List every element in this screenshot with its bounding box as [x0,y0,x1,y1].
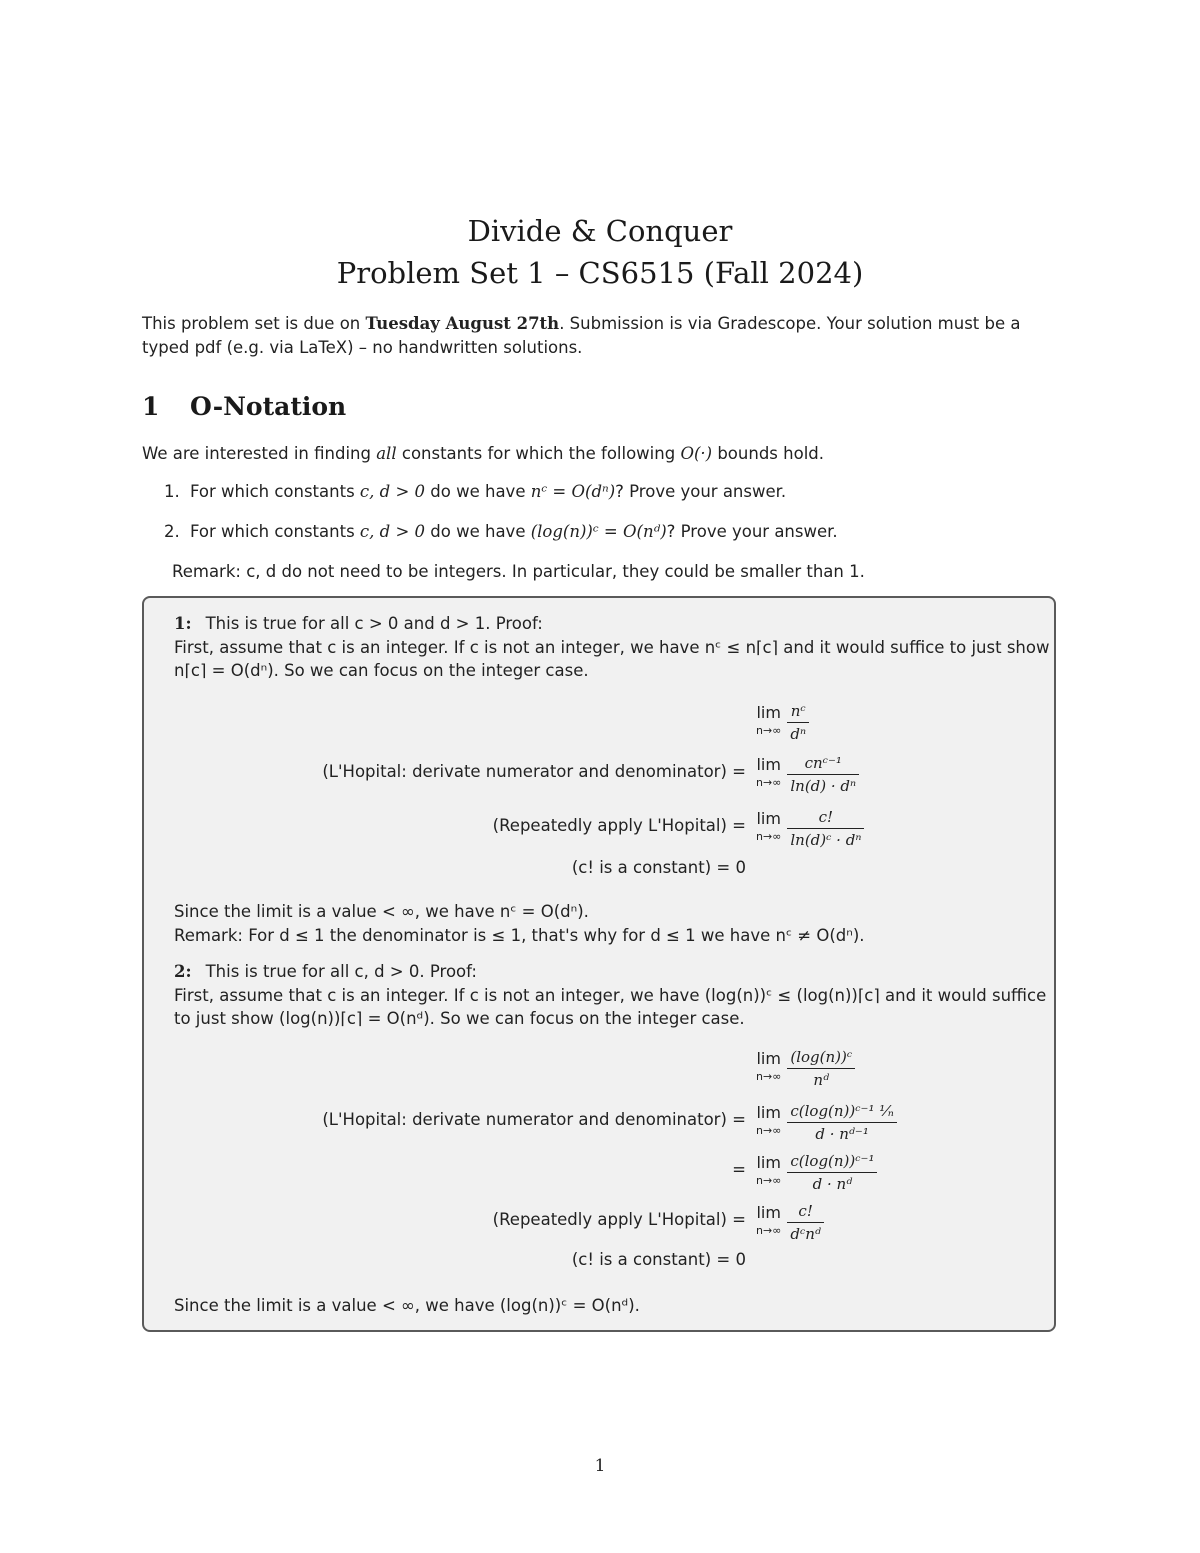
equation-row [144,844,1058,876]
intro-paragraph [142,312,1062,360]
remark: Remark: c, d do not need to be integers. In particular, they could be smaller than 1. [172,562,865,581]
question-2 [164,522,1064,541]
numerator: c! [787,1202,824,1223]
denominator: ln(d)ᶜ · dⁿ [790,830,862,849]
intro-post: . Submission is via Gradescope. Your solution must be a typed pdf (e.g. via LaTeX) – no handwritten solutions. [142,314,1021,357]
lead-text-a: We are interested in finding [142,444,377,463]
question-math: c, d > 0 [359,482,426,501]
limit-subscript: n→∞ [756,1124,782,1137]
numerator: c(log(n))ᶜ⁻¹ ¹⁄ₙ [787,1102,896,1123]
limit-operator [756,1155,781,1189]
fraction [787,1102,896,1143]
equation-rhs [756,1096,897,1148]
intro-pre: This problem set is due on [142,314,366,333]
numerator: nᶜ [787,702,809,723]
solution-1-conclusion: Since the limit is a value < ∞, we have nᶜ = O(dⁿ). [174,902,589,921]
denominator: nᵈ [813,1070,830,1089]
limit-subscript: n→∞ [756,830,782,843]
question-text: ? Prove your answer. [615,482,787,501]
equation-rhs [756,1042,855,1094]
solution-2-intro: First, assume that c is an integer. If c is not an integer, we have (log(n))ᶜ ≤ (log(n))⌈c⌉ and it would suffice to just show (log(n))⌈c⌉ = O(nᵈ). So we can focus on the integer case. [174,986,1047,1028]
solution-box [142,596,1056,1332]
question-text: For which constants [190,522,360,541]
fraction [787,808,864,849]
limit-word: lim [756,1153,781,1172]
equation-lhs [493,1210,746,1229]
limit-subscript: n→∞ [756,1174,782,1187]
solution-1-claim [174,612,1054,635]
equation-lhs [732,1160,746,1179]
equation-lhs-text: (L'Hopital: derivate numerator and denominator) [322,1110,727,1129]
lead-paragraph [142,442,1062,466]
equation-row [144,1042,1058,1094]
denominator: ln(d) · dⁿ [790,776,857,795]
equation-lhs-text: (L'Hopital: derivate numerator and denominator) [322,762,727,781]
page-subtitle: Problem Set 1 – CS6515 (Fall 2024) [336,256,864,290]
limit-operator [756,1105,781,1139]
limit-word: lim [756,755,781,774]
numerator: cnᶜ⁻¹ [787,754,859,775]
solution-label: 2: [174,962,192,981]
solution-1-remark: Remark: For d ≤ 1 the denominator is ≤ 1, that's why for d ≤ 1 we have nᶜ ≠ O(dⁿ). [174,926,865,945]
limit-subscript: n→∞ [756,1224,782,1237]
equation-lhs [322,762,746,781]
question-text: do we have [425,522,531,541]
fraction [787,1152,877,1193]
fraction [787,754,859,795]
limit-word: lim [756,703,781,722]
limit-operator [756,705,781,739]
equation-lhs [572,858,746,877]
limit-subscript: n→∞ [756,1070,782,1083]
solution-2-conclusion: Since the limit is a value < ∞, we have (log(n))ᶜ = O(nᵈ). [174,1296,640,1315]
due-date: Tuesday August 27th [365,314,560,333]
page-number: 1 [594,1456,606,1476]
equation-lhs [493,816,746,835]
equation-relation: = [732,762,746,781]
question-math: (log(n))ᶜ = O(nᵈ) [530,522,667,541]
equation-lhs [322,1110,746,1129]
solution-1-intro: First, assume that c is an integer. If c is not an integer, we have nᶜ ≤ n⌈c⌉ and it would suffice to just show n⌈c⌉ = O(dⁿ). So we can focus on the integer case. [174,638,1050,680]
lead-all: all [376,444,397,463]
equation-lhs-text: (Repeatedly apply L'Hopital) [492,1210,727,1229]
fraction [787,702,809,743]
denominator: dⁿ [790,724,807,743]
question-number: 1. [164,482,180,501]
limit-operator [756,1051,781,1085]
numerator: c! [787,808,864,829]
solution-claim-text: This is true for all c, d > 0. Proof: [205,962,477,981]
denominator: d · nᵈ⁻¹ [815,1124,869,1143]
limit-word: lim [756,809,781,828]
equation-row [144,748,1058,800]
equation-lhs-text: (c! is a constant) [571,1250,712,1269]
limit-word: lim [756,1203,781,1222]
limit-subscript: n→∞ [756,724,782,737]
equation-relation: = [732,816,746,835]
equation-rhs [756,748,859,800]
equation-rhs [756,696,809,748]
solution-2-claim [174,960,1054,983]
question-text: ? Prove your answer. [666,522,838,541]
equation-lhs [572,1250,746,1269]
equation-relation: = 0 [716,858,746,877]
numerator: c(log(n))ᶜ⁻¹ [787,1152,877,1173]
solution-label: 1: [174,614,192,633]
equation-row [144,1146,1058,1198]
equation-row [144,1096,1058,1148]
limit-subscript: n→∞ [756,776,782,789]
equation-lhs-text: (Repeatedly apply L'Hopital) [492,816,727,835]
lead-oh: O(·) [680,444,713,463]
fraction [787,1202,824,1243]
equation-row [144,696,1058,748]
section-heading [142,392,346,421]
limit-operator [756,811,781,845]
equation-relation: = 0 [716,1250,746,1269]
limit-word: lim [756,1049,781,1068]
lead-text-b: constants for which the following [396,444,681,463]
denominator: dᶜnᵈ [790,1224,821,1243]
section-number: 1 [142,392,160,421]
question-text: For which constants [190,482,360,501]
limit-operator [756,1205,781,1239]
solution-claim-text: This is true for all c > 0 and d > 1. Proof: [205,614,543,633]
lead-text-c: bounds hold. [712,444,824,463]
limit-operator [756,757,781,791]
question-math: nᶜ = O(dⁿ) [530,482,616,501]
limit-word: lim [756,1103,781,1122]
question-1 [164,482,1064,501]
denominator: d · nᵈ [812,1174,853,1193]
numerator: (log(n))ᶜ [787,1048,855,1069]
question-math: c, d > 0 [359,522,426,541]
fraction [787,1048,855,1089]
equation-lhs-text: (c! is a constant) [571,858,712,877]
equation-rhs [756,1146,877,1198]
equation-row [144,1238,1058,1270]
equation-relation: = [732,1110,746,1129]
page-title: Divide & Conquer [467,214,733,248]
question-number: 2. [164,522,180,541]
equation-relation: = [732,1210,746,1229]
section-title: O-Notation [190,392,347,421]
equation-relation: = [732,1160,746,1179]
question-text: do we have [425,482,531,501]
